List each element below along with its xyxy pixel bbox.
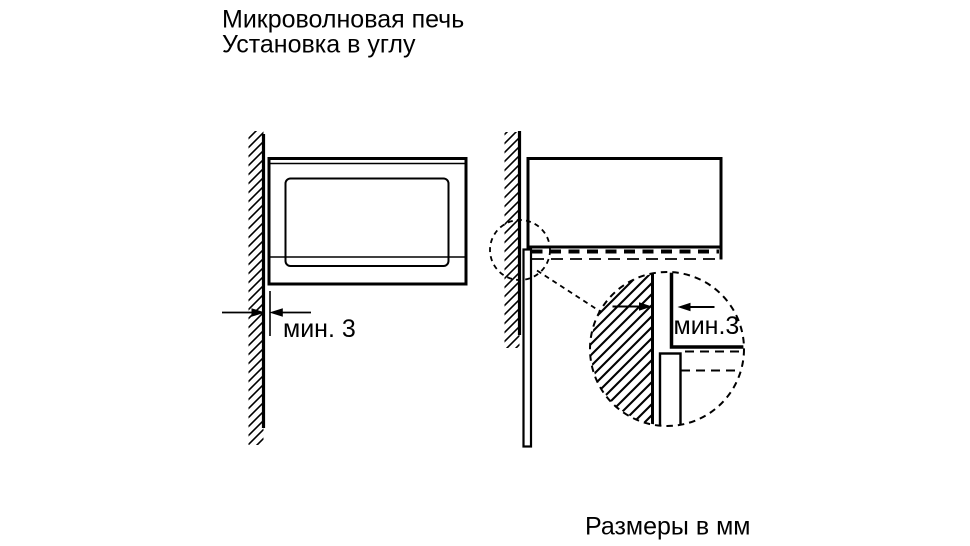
detail-wall-hatch (586, 268, 653, 430)
detail-leader-line (537, 271, 601, 313)
dimension-label: мин. 3 (283, 315, 356, 343)
detail-view (586, 268, 748, 430)
page-title-line1: Микроволновая печь (222, 5, 465, 34)
wall-gap-dimension (222, 308, 356, 343)
detail-clipped-content (586, 268, 748, 430)
page-title-line2: Установка в углу (222, 30, 416, 59)
detail-cabinet-panel (660, 354, 681, 430)
wall-hatch-right (505, 132, 520, 348)
detail-dimension-label: мин.3 (673, 312, 740, 340)
detail-arrowhead-left-icon (678, 303, 691, 312)
right-view (490, 131, 748, 447)
units-note: Размеры в мм (585, 512, 751, 541)
arrowhead-left-icon (269, 308, 283, 317)
microwave-side-outline (528, 159, 721, 248)
wall-hatch-left (249, 131, 264, 445)
left-view (222, 131, 466, 445)
